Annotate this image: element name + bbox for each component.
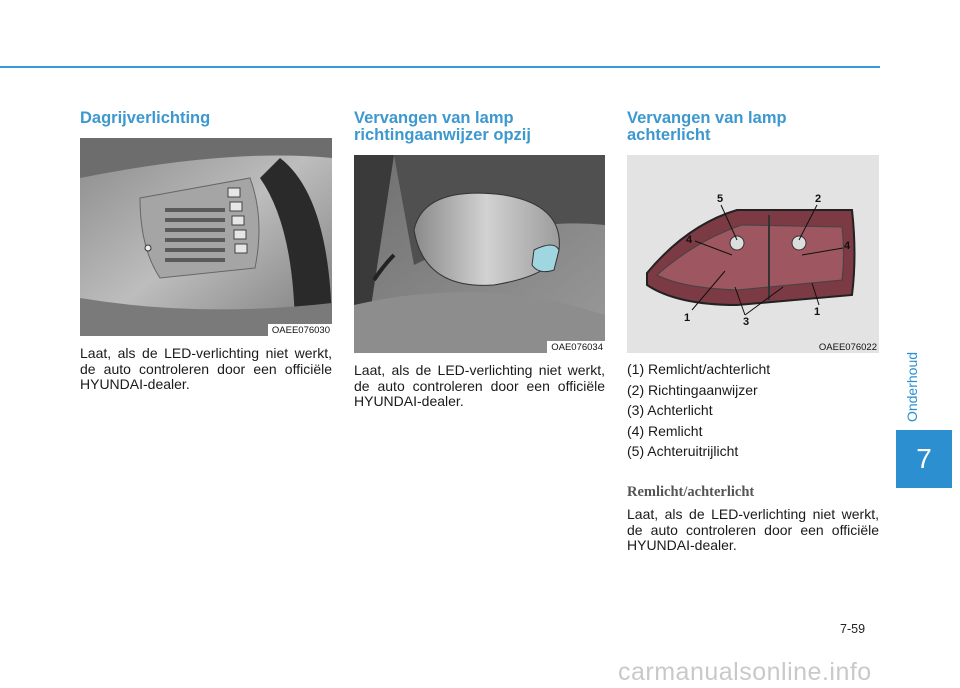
header-rule — [0, 66, 880, 68]
figure-daytime-lights — [80, 138, 332, 336]
figure-code: OAEE076030 — [268, 324, 332, 336]
list-item: (1) Remlicht/achterlicht — [627, 361, 771, 377]
section-title: Dagrijverlichting — [80, 109, 211, 127]
list-item: (2) Richtingaanwijzer — [627, 381, 758, 398]
section-title-line2: achterlicht — [627, 126, 711, 144]
list-item: (5) Achteruitrijlicht — [627, 443, 739, 459]
callout-3: 3 — [743, 316, 750, 328]
section-title-line2: richtingaanwijzer opzij — [354, 126, 531, 144]
callout-4-right: 4 — [844, 240, 851, 252]
figure-rear-light — [627, 155, 879, 353]
section-title-line1: Vervangen van lamp — [627, 109, 787, 127]
bumper-illustration — [80, 138, 332, 336]
mirror-illustration — [354, 155, 605, 353]
page-number: 7-59 — [840, 622, 866, 636]
chapter-tab[interactable]: 7 — [896, 430, 952, 488]
callout-5: 5 — [717, 193, 724, 205]
list-item: (3) Achterlicht — [627, 402, 713, 418]
callout-4-left: 4 — [686, 234, 693, 246]
section-body: Laat, als de LED-verlichting niet werkt, de auto controleren door een officiële HYUNDAI-dealer. — [354, 362, 605, 409]
callout-1-right: 1 — [814, 306, 821, 318]
section-title-line1: Vervangen van lamp — [354, 109, 514, 127]
callout-1-left: 1 — [684, 312, 691, 324]
callout-2: 2 — [815, 193, 822, 205]
subheading: Remlicht/achterlicht — [627, 484, 755, 500]
figure-code: OAEE076022 — [815, 341, 879, 353]
chapter-label[interactable]: Onderhoud — [904, 351, 920, 423]
figure-code: OAE076034 — [547, 341, 605, 353]
list-item: (4) Remlicht — [627, 422, 703, 439]
watermark: carmanualsonline.info — [618, 658, 872, 686]
parts-list — [627, 359, 879, 462]
section-body: Laat, als de LED-verlichting niet werkt, de auto controleren door een officiële HYUNDAI-dealer. — [627, 506, 879, 553]
section-body: Laat, als de LED-verlichting niet werkt, de auto controleren door een officiële HYUNDAI-dealer. — [80, 345, 332, 392]
figure-side-indicator — [354, 155, 605, 353]
taillight-illustration — [627, 155, 879, 353]
